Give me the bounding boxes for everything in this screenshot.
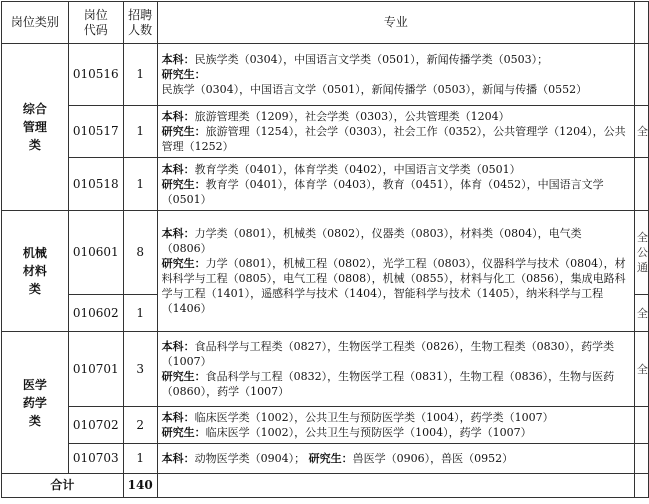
bk-text: 动物医学类（0904）； [194,452,306,465]
major-cell [157,106,634,158]
extra-cell [634,158,648,211]
category-cell: 医学药学类 [2,332,69,474]
yjs-label: 研究生： [161,257,206,270]
header-major: 专业 [157,2,634,44]
yjs-text: 旅游管理（1254），社会学（0303），社会工作（0352），公共管理学（1204），公共管理（1252） [161,125,626,153]
code-cell: 010518 [68,158,123,211]
yjs-label: 研究生： [161,370,206,383]
table-row [2,106,649,158]
yjs-label: 研究生： [161,177,206,191]
total-label: 合计 [2,474,124,498]
major-cell [157,44,634,106]
extra-cell: 全 [634,106,648,158]
code-cell: 010702 [68,407,123,444]
bk-text: 教育学类（0401），体育学类（0402），中国语言文学类（0501） [194,162,521,176]
major-cell [157,444,634,474]
major-cell [157,407,634,444]
count-cell: 1 [123,44,157,106]
bk-text: 民族学类（0304），中国语言文学类（0501），新闻传播学类（0503）； [194,53,549,66]
bk-text: 旅游管理类（1209），社会学类（0303），公共管理类（1204） [194,110,510,123]
recruitment-table [1,1,649,498]
category-cell: 综合管理类 [2,44,69,211]
table-row [2,444,649,474]
total-major-cell [157,474,634,498]
code-cell: 010516 [68,44,123,106]
table-row [2,158,649,211]
header-extra [634,2,648,44]
table-row [2,332,649,407]
table-row [2,407,649,444]
bk-label: 本科： [161,110,195,123]
category-cell: 机械材料类 [2,211,69,332]
bk-label: 本科： [161,227,195,240]
count-cell: 8 [123,211,157,295]
yjs-text: 食品科学与工程（0832），生物医学工程（0831），生物工程（0836），生物与医药（0860），药学（1007） [161,370,615,398]
yjs-text: 教育学（0401），体育学（0403），教育（0451），体育（0452），中国语言文学（0501） [161,177,604,206]
total-extra-cell [634,474,648,498]
code-cell: 010703 [68,444,123,474]
major-cell [157,332,634,407]
count-cell: 1 [123,158,157,211]
extra-cell: 全 [634,295,648,332]
bk-text: 力学类（0801），机械类（0802），仪器类（0803），材料类（0804），电气类（0806） [161,227,582,255]
table-row [2,44,649,106]
total-value: 140 [123,474,157,498]
extra-cell [634,407,648,444]
yjs-text: 兽医学（0906），兽医（0952） [352,452,514,465]
count-cell: 1 [123,295,157,332]
code-cell: 010602 [68,295,123,332]
extra-cell [634,444,648,474]
yjs-label: 研究生： [161,125,206,138]
yjs-text: 力学（0801），机械工程（0802），光学工程（0803），仪器科学与技术（0804），材料科学与工程（0805），电气工程（0808），机械（0855），材料与化工（0856），集成电路科学与工程（1401），遥感科学与技术（1404），智能科学与技术（1405），纳米科学与工程（1406） [161,257,626,315]
code-cell: 010517 [68,106,123,158]
bk-label: 本科： [161,162,195,176]
yjs-label: 研究生： [161,426,206,439]
header-category: 岗位类别 [2,2,69,44]
extra-cell: 全 公 通 [634,211,648,295]
bk-label: 本科： [161,452,195,465]
count-cell: 1 [123,106,157,158]
bk-label: 本科： [161,340,195,353]
major-cell [157,158,634,211]
yjs-text: 民族学（0304），中国语言文学（0501），新闻传播学（0503），新闻与传播（0552） [161,83,588,96]
extra-cell: 全 [634,332,648,407]
table-header-row [2,2,649,44]
yjs-text: 临床医学（1002），公共卫生与预防医学（1004），药学（1007） [205,426,532,439]
code-cell: 010701 [68,332,123,407]
total-row [2,474,649,498]
bk-label: 本科： [161,53,195,66]
header-headcount: 招聘人数 [123,2,157,44]
yjs-label: 研究生： [308,452,353,465]
table-row [2,211,649,295]
count-cell: 2 [123,407,157,444]
bk-text: 食品科学与工程类（0827），生物医学工程类（0826），生物工程类（0830），药学类（1007） [161,340,615,368]
count-cell: 1 [123,444,157,474]
bk-label: 本科： [161,411,195,424]
bk-text: 临床医学类（1002），公共卫生与预防医学类（1004），药学类（1007） [194,411,554,424]
major-cell [157,211,634,332]
header-code: 岗位代码 [68,2,123,44]
count-cell: 3 [123,332,157,407]
extra-cell [634,44,648,106]
code-cell: 010601 [68,211,123,295]
yjs-label: 研究生： [161,68,206,81]
